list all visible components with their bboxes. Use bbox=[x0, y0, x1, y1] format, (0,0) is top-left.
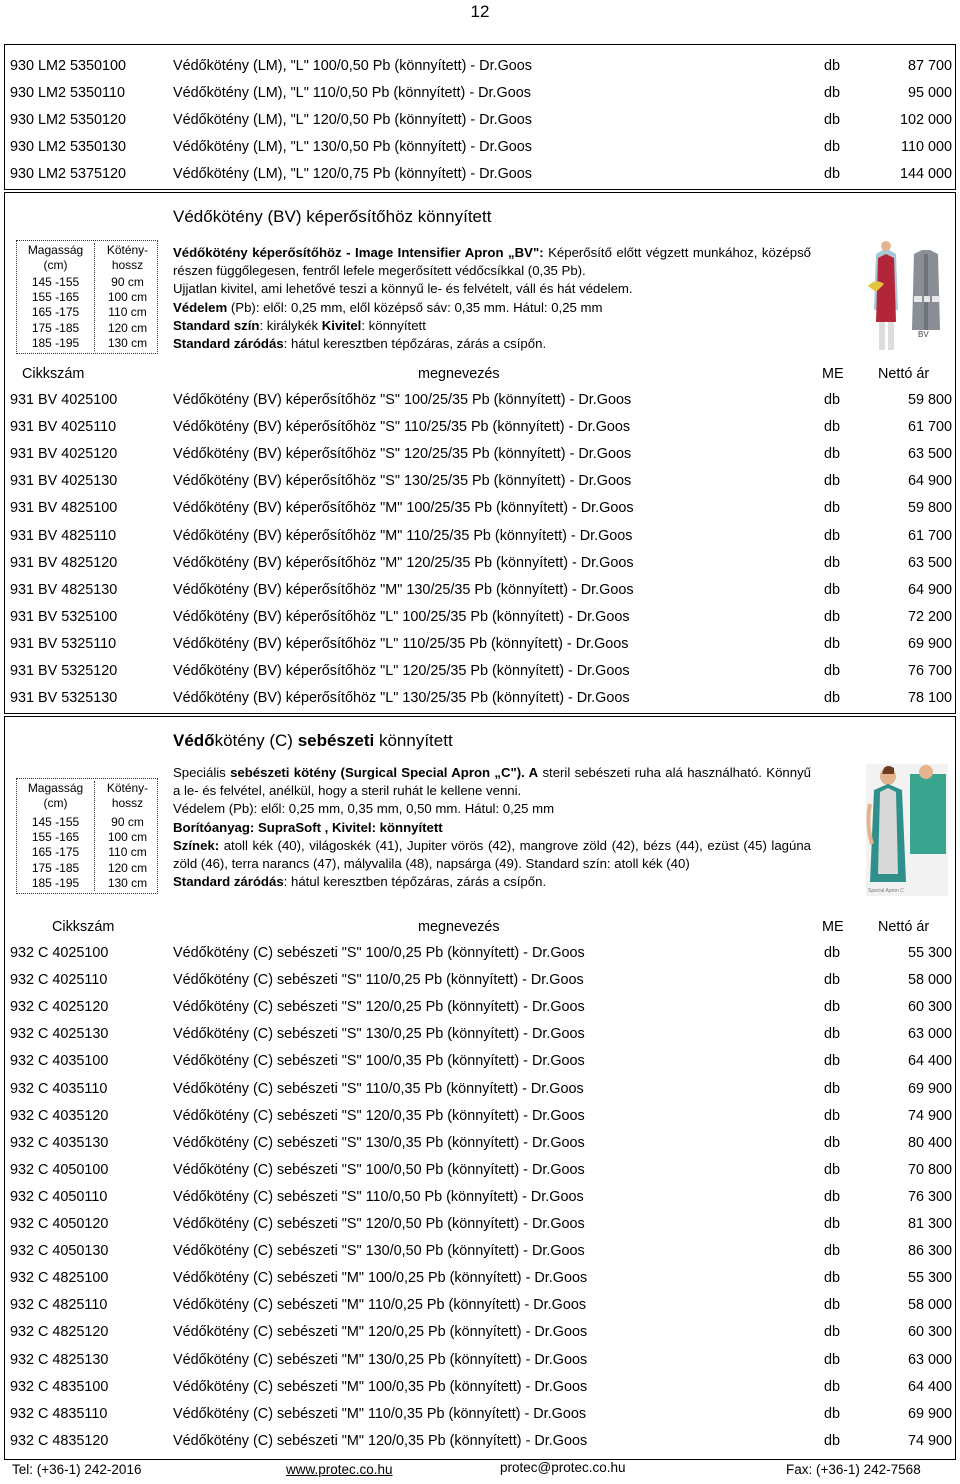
product-name: Védőkötény (C) sebészeti "S" 120/0,50 Pb (könnyített) - Dr.Goos bbox=[173, 1216, 585, 1232]
product-price: 55 300 bbox=[907, 1270, 952, 1287]
product-unit: db bbox=[824, 1378, 841, 1395]
c-size-length: 90 cm bbox=[111, 815, 144, 829]
product-name: Védőkötény (BV) képerősítőhöz "L" 130/25/35 Pb (könnyített) - Dr.Goos bbox=[173, 690, 630, 707]
product-code: 932 C 4025130 bbox=[10, 1026, 109, 1043]
product-price: 64 900 bbox=[907, 581, 952, 598]
product-code: 932 C 4035130 bbox=[10, 1134, 109, 1151]
product-code: 931 BV 4825130 bbox=[10, 581, 118, 598]
bv-desc-line-4: Standard szín: királykék Kivitel: könnyített bbox=[173, 317, 426, 333]
product-name: Védőkötény (C) sebészeti "S" 110/0,35 Pb (könnyített) - Dr.Goos bbox=[173, 1080, 584, 1097]
product-price: 64 400 bbox=[907, 1378, 952, 1395]
product-code: 931 BV 5325100 bbox=[10, 608, 118, 625]
product-code: 931 BV 4825110 bbox=[10, 527, 117, 544]
bv-section-title: Védőkötény (BV) képerősítőhöz könnyített bbox=[173, 207, 492, 226]
product-name: Védőkötény (LM), "L" 120/0,50 Pb (könnyített) - Dr.Goos bbox=[173, 112, 532, 128]
product-price: 69 900 bbox=[907, 1405, 952, 1422]
c-size-length: 100 cm bbox=[107, 830, 148, 845]
product-code: 932 C 4050100 bbox=[10, 1161, 109, 1178]
bv-size-height: 175 -185 bbox=[31, 320, 80, 335]
table-row bbox=[0, 1130, 960, 1157]
product-price: 95 000 bbox=[907, 85, 952, 101]
c-header-me: ME bbox=[822, 919, 844, 935]
product-name: Védőkötény (BV) képerősítőhöz "S" 120/25/35 Pb (könnyített) - Dr.Goos bbox=[173, 446, 632, 463]
product-price: 63 000 bbox=[907, 1026, 952, 1043]
product-price: 72 200 bbox=[907, 608, 952, 625]
product-code: 930 LM2 5375120 bbox=[10, 166, 127, 182]
product-code: 931 BV 4025130 bbox=[10, 473, 118, 490]
table-row bbox=[0, 387, 960, 414]
product-name: Védőkötény (LM), "L" 110/0,50 Pb (könnyített) - Dr.Goos bbox=[173, 85, 531, 101]
table-row bbox=[0, 1292, 960, 1319]
product-code: 932 C 4825120 bbox=[10, 1324, 109, 1341]
product-unit: db bbox=[824, 1134, 841, 1151]
product-name: Védőkötény (C) sebészeti "S" 130/0,50 Pb (könnyített) - Dr.Goos bbox=[173, 1243, 585, 1260]
bv-apron-photo bbox=[866, 240, 948, 358]
page-number: 12 bbox=[470, 2, 490, 21]
product-name: Védőkötény (C) sebészeti "S" 110/0,25 Pb (könnyített) - Dr.Goos bbox=[173, 972, 584, 989]
bv-header-price: Nettó ár bbox=[878, 366, 930, 382]
product-unit: db bbox=[824, 85, 841, 101]
c-size-height: 145 -155 bbox=[31, 815, 80, 829]
product-code: 931 BV 5325120 bbox=[10, 663, 118, 679]
product-unit: db bbox=[824, 635, 841, 652]
footer-fax: Fax: (+36-1) 242-7568 bbox=[786, 1462, 921, 1477]
table-row bbox=[0, 1157, 960, 1184]
bv-header-me: ME bbox=[822, 366, 844, 382]
product-price: 81 300 bbox=[907, 1216, 952, 1232]
bv-description bbox=[173, 244, 811, 353]
product-unit: db bbox=[824, 1270, 841, 1287]
table-row bbox=[0, 161, 960, 188]
product-price: 63 500 bbox=[907, 554, 952, 571]
c-size-height: 175 -185 bbox=[31, 860, 80, 875]
product-code: 932 C 4050120 bbox=[10, 1216, 109, 1232]
product-unit: db bbox=[824, 999, 841, 1016]
product-unit: db bbox=[824, 1216, 841, 1232]
bv-size-length: 90 cm bbox=[111, 275, 144, 289]
c-size-length: 120 cm bbox=[107, 860, 148, 875]
product-name: Védőkötény (C) sebészeti "M" 110/0,35 Pb (könnyített) - Dr.Goos bbox=[173, 1405, 587, 1422]
product-name: Védőkötény (BV) képerősítőhöz "S" 130/25/35 Pb (könnyített) - Dr.Goos bbox=[173, 473, 632, 490]
product-unit: db bbox=[824, 663, 841, 679]
product-unit: db bbox=[824, 1107, 841, 1124]
table-row bbox=[0, 107, 960, 134]
product-unit: db bbox=[824, 392, 841, 408]
bv-desc-line-1: Védőkötény képerősítőhöz - Image Intensifier Apron „BV": Képerősítő előtt végzett munkához, középső részen függőlegesen, fentről lefele megerősített védőcsíkkal (0,35 Pb). bbox=[173, 245, 811, 279]
table-row bbox=[0, 1211, 960, 1238]
product-price: 87 700 bbox=[907, 58, 952, 74]
bv-size-heights bbox=[17, 243, 94, 351]
product-code: 932 C 4825110 bbox=[10, 1297, 108, 1314]
table-row bbox=[0, 1076, 960, 1103]
bv-size-height: 165 -175 bbox=[31, 305, 80, 320]
product-price: 80 400 bbox=[907, 1134, 952, 1151]
product-name: Védőkötény (BV) képerősítőhöz "M" 100/25/35 Pb (könnyített) - Dr.Goos bbox=[173, 500, 634, 517]
c-description bbox=[173, 764, 811, 891]
product-code: 932 C 4035120 bbox=[10, 1107, 109, 1124]
bv-size-height: 155 -165 bbox=[31, 290, 80, 305]
product-price: 86 300 bbox=[907, 1243, 952, 1260]
table-row bbox=[0, 994, 960, 1021]
c-size-height-header: Magasság (cm) bbox=[27, 781, 84, 811]
product-price: 64 900 bbox=[907, 473, 952, 490]
product-name: Védőkötény (C) sebészeti "M" 110/0,25 Pb (könnyített) - Dr.Goos bbox=[173, 1297, 587, 1314]
product-name: Védőkötény (BV) képerősítőhöz "S" 110/25/35 Pb (könnyített) - Dr.Goos bbox=[173, 419, 631, 436]
product-price: 58 000 bbox=[907, 1297, 952, 1314]
product-code: 931 BV 5325130 bbox=[10, 690, 118, 707]
c-size-length: 130 cm bbox=[107, 875, 148, 890]
c-apron-photo bbox=[866, 764, 948, 896]
footer-tel: Tel: (+36-1) 242-2016 bbox=[12, 1462, 142, 1477]
product-unit: db bbox=[824, 1053, 841, 1070]
bv-size-length: 110 cm bbox=[108, 305, 147, 320]
c-section-title: Védőkötény (C) sebészeti könnyített bbox=[173, 731, 453, 750]
product-unit: db bbox=[824, 1161, 841, 1178]
product-name: Védőkötény (BV) képerősítőhöz "L" 100/25/35 Pb (könnyített) - Dr.Goos bbox=[173, 608, 630, 625]
product-unit: db bbox=[824, 500, 841, 517]
product-code: 932 C 4835110 bbox=[10, 1405, 108, 1422]
product-price: 70 800 bbox=[907, 1161, 952, 1178]
product-price: 60 300 bbox=[907, 999, 952, 1016]
product-name: Védőkötény (C) sebészeti "S" 100/0,25 Pb (könnyített) - Dr.Goos bbox=[173, 945, 585, 961]
footer-email-link[interactable]: protec@protec.co.hu bbox=[500, 1460, 626, 1475]
product-name: Védőkötény (BV) képerősítőhöz "S" 100/25/35 Pb (könnyített) - Dr.Goos bbox=[173, 392, 632, 408]
product-unit: db bbox=[824, 1432, 841, 1449]
product-unit: db bbox=[824, 1405, 841, 1422]
product-code: 931 BV 5325110 bbox=[10, 635, 117, 652]
product-price: 59 800 bbox=[907, 500, 952, 517]
product-price: 64 400 bbox=[907, 1053, 952, 1070]
product-unit: db bbox=[824, 972, 841, 989]
c-header-name: megnevezés bbox=[418, 919, 500, 935]
product-name: Védőkötény (C) sebészeti "M" 120/0,25 Pb (könnyített) - Dr.Goos bbox=[173, 1324, 588, 1341]
product-price: 63 000 bbox=[907, 1351, 952, 1368]
bv-header-name: megnevezés bbox=[418, 366, 500, 382]
product-unit: db bbox=[824, 1297, 841, 1314]
c-size-heights bbox=[17, 781, 94, 891]
product-unit: db bbox=[824, 139, 841, 155]
table-row bbox=[0, 550, 960, 577]
product-code: 931 BV 4825100 bbox=[10, 500, 118, 517]
table-row bbox=[0, 134, 960, 161]
bv-header-code: Cikkszám bbox=[22, 366, 85, 382]
table-row bbox=[0, 1319, 960, 1346]
product-price: 61 700 bbox=[907, 527, 952, 544]
c-size-height: 165 -175 bbox=[31, 845, 80, 860]
product-unit: db bbox=[824, 1188, 841, 1205]
product-name: Védőkötény (C) sebészeti "S" 130/0,25 Pb (könnyített) - Dr.Goos bbox=[173, 1026, 585, 1043]
product-name: Védőkötény (BV) képerősítőhöz "M" 130/25/35 Pb (könnyített) - Dr.Goos bbox=[173, 581, 634, 598]
product-price: 61 700 bbox=[907, 419, 952, 436]
bv-size-height-header: Magasság (cm) bbox=[27, 243, 84, 273]
product-price: 76 700 bbox=[907, 663, 952, 679]
product-name: Védőkötény (LM), "L" 130/0,50 Pb (könnyített) - Dr.Goos bbox=[173, 139, 532, 155]
product-unit: db bbox=[824, 527, 841, 544]
bv-desc-line-2: Ujjatlan kivitel, ami lehetővé teszi a könnyű le- és felvételt, váll és hát védelem. bbox=[173, 281, 633, 297]
c-size-height: 185 -195 bbox=[31, 875, 80, 890]
product-unit: db bbox=[824, 1351, 841, 1368]
product-name: Védőkötény (C) sebészeti "S" 120/0,25 Pb (könnyített) - Dr.Goos bbox=[173, 999, 585, 1016]
table-row bbox=[0, 1374, 960, 1401]
product-code: 932 C 4835120 bbox=[10, 1432, 109, 1449]
product-price: 74 900 bbox=[907, 1107, 952, 1124]
c-size-length: 110 cm bbox=[108, 845, 147, 860]
table-row bbox=[0, 80, 960, 107]
product-name: Védőkötény (BV) képerősítőhöz "L" 120/25/35 Pb (könnyített) - Dr.Goos bbox=[173, 663, 630, 679]
product-name: Védőkötény (C) sebészeti "M" 130/0,25 Pb (könnyített) - Dr.Goos bbox=[173, 1351, 588, 1368]
svg-text:Special Apron C: Special Apron C bbox=[868, 888, 904, 894]
bv-size-length: 100 cm bbox=[107, 290, 148, 305]
c-desc-line-3: Borítóanyag: SupraSoft , Kivitel: könnyített bbox=[173, 819, 443, 835]
table-row bbox=[0, 1021, 960, 1048]
table-row bbox=[0, 1347, 960, 1374]
bv-size-height: 185 -195 bbox=[31, 335, 80, 350]
product-code: 931 BV 4025120 bbox=[10, 446, 118, 463]
product-price: 69 900 bbox=[907, 635, 952, 652]
c-size-length-header: Kötény-hossz bbox=[106, 781, 149, 811]
product-code: 930 LM2 5350120 bbox=[10, 112, 127, 128]
product-unit: db bbox=[824, 419, 841, 436]
product-price: 102 000 bbox=[899, 112, 952, 128]
c-header-price: Nettó ár bbox=[878, 919, 930, 935]
bv-size-lengths bbox=[94, 243, 160, 351]
product-unit: db bbox=[824, 608, 841, 625]
table-row bbox=[0, 414, 960, 441]
product-code: 930 LM2 5350100 bbox=[10, 58, 127, 74]
product-name: Védőkötény (BV) képerősítőhöz "M" 110/25/35 Pb (könnyített) - Dr.Goos bbox=[173, 527, 633, 544]
product-price: 144 000 bbox=[899, 166, 952, 182]
c-desc-line-4: Színek: atoll kék (40), világoskék (41), Jupiter vörös (42), mangrove zöld (42), bézs (44), ezüst (45) lagúna zöld (46), terra narancs (47), mályvalila (48), napsárga (49). Standard szín: atoll kék (40) bbox=[173, 837, 811, 872]
product-code: 932 C 4835100 bbox=[10, 1378, 109, 1395]
table-row bbox=[0, 685, 960, 712]
product-name: Védőkötény (LM), "L" 120/0,75 Pb (könnyített) - Dr.Goos bbox=[173, 166, 532, 182]
product-price: 69 900 bbox=[907, 1080, 952, 1097]
bv-photo-label: BV bbox=[918, 330, 929, 339]
c-size-lengths bbox=[94, 781, 160, 891]
product-code: 932 C 4050130 bbox=[10, 1243, 109, 1260]
bv-size-height: 145 -155 bbox=[31, 275, 80, 289]
product-code: 932 C 4025100 bbox=[10, 945, 109, 961]
product-name: Védőkötény (C) sebészeti "S" 100/0,35 Pb (könnyített) - Dr.Goos bbox=[173, 1053, 585, 1070]
c-desc-line-5: Standard záródás: hátul keresztben tépőzáras, zárás a csípőn. bbox=[173, 874, 547, 890]
product-price: 78 100 bbox=[907, 690, 952, 707]
product-price: 58 000 bbox=[907, 972, 952, 989]
table-row bbox=[0, 441, 960, 468]
product-unit: db bbox=[824, 446, 841, 463]
product-price: 60 300 bbox=[907, 1324, 952, 1341]
product-unit: db bbox=[824, 112, 841, 128]
table-row bbox=[0, 1265, 960, 1292]
product-unit: db bbox=[824, 690, 841, 707]
table-row bbox=[0, 940, 960, 967]
c-desc-line-2: Védelem (Pb): elől: 0,25 mm, 0,35 mm, 0,50 mm. Hátul: 0,25 mm bbox=[173, 801, 555, 817]
product-unit: db bbox=[824, 945, 841, 961]
product-code: 932 C 4825100 bbox=[10, 1270, 109, 1287]
product-name: Védőkötény (C) sebészeti "S" 120/0,35 Pb (könnyített) - Dr.Goos bbox=[173, 1107, 585, 1124]
table-row bbox=[0, 1401, 960, 1428]
product-price: 59 800 bbox=[907, 392, 952, 408]
bv-desc-line-5: Standard záródás: hátul keresztben tépőzáras, zárás a csípőn. bbox=[173, 336, 547, 352]
product-price: 55 300 bbox=[907, 945, 952, 961]
product-code: 932 C 4050110 bbox=[10, 1188, 108, 1205]
product-name: Védőkötény (C) sebészeti "S" 130/0,35 Pb (könnyített) - Dr.Goos bbox=[173, 1134, 585, 1151]
table-row bbox=[0, 1048, 960, 1075]
c-figure-back-shirt bbox=[910, 774, 946, 854]
product-price: 63 500 bbox=[907, 446, 952, 463]
product-name: Védőkötény (LM), "L" 100/0,50 Pb (könnyített) - Dr.Goos bbox=[173, 58, 532, 74]
product-unit: db bbox=[824, 473, 841, 490]
c-header-code: Cikkszám bbox=[52, 919, 115, 935]
footer-website-link[interactable]: www.protec.co.hu bbox=[286, 1462, 393, 1477]
product-code: 930 LM2 5350130 bbox=[10, 139, 127, 155]
product-price: 74 900 bbox=[907, 1432, 952, 1449]
c-desc-line-1: Speciális sebészeti kötény (Surgical Special Apron „C"). A steril sebészeti ruha alá használható. Könnyű a le- és felvétel, anélkül, hogy a steril ruhát le kellene venni. bbox=[173, 765, 811, 799]
c-size-height: 155 -165 bbox=[31, 830, 80, 845]
bv-desc-line-3: Védelem (Pb): elől: 0,25 mm, elől középső sáv: 0,35 mm. Hátul: 0,25 mm bbox=[173, 299, 603, 315]
bv-size-length: 120 cm bbox=[107, 320, 148, 335]
product-code: 932 C 4035110 bbox=[10, 1080, 108, 1097]
table-row bbox=[0, 468, 960, 495]
product-unit: db bbox=[824, 1026, 841, 1043]
product-code: 931 BV 4825120 bbox=[10, 554, 118, 571]
product-name: Védőkötény (C) sebészeti "M" 120/0,35 Pb (könnyített) - Dr.Goos bbox=[173, 1432, 588, 1449]
product-code: 932 C 4025120 bbox=[10, 999, 109, 1016]
table-row bbox=[0, 53, 960, 80]
table-row bbox=[0, 577, 960, 604]
bv-size-table bbox=[16, 240, 158, 354]
product-unit: db bbox=[824, 1080, 841, 1097]
product-code: 930 LM2 5350110 bbox=[10, 85, 125, 101]
product-name: Védőkötény (C) sebészeti "M" 100/0,25 Pb (könnyített) - Dr.Goos bbox=[173, 1270, 588, 1287]
c-size-table bbox=[16, 778, 158, 894]
product-price: 76 300 bbox=[907, 1188, 952, 1205]
table-row bbox=[0, 631, 960, 658]
product-name: Védőkötény (BV) képerősítőhöz "M" 120/25/35 Pb (könnyített) - Dr.Goos bbox=[173, 554, 634, 571]
product-unit: db bbox=[824, 166, 841, 182]
table-row bbox=[0, 967, 960, 994]
product-code: 931 BV 4025100 bbox=[10, 392, 118, 408]
table-row bbox=[0, 1103, 960, 1130]
product-unit: db bbox=[824, 581, 841, 598]
product-code: 932 C 4035100 bbox=[10, 1053, 109, 1070]
table-row bbox=[0, 1428, 960, 1455]
product-unit: db bbox=[824, 1243, 841, 1260]
product-code: 931 BV 4025110 bbox=[10, 419, 117, 436]
table-row bbox=[0, 658, 960, 685]
bv-size-length-header: Kötény-hossz bbox=[106, 243, 149, 273]
product-code: 932 C 4825130 bbox=[10, 1351, 109, 1368]
table-row bbox=[0, 1238, 960, 1265]
product-price: 110 000 bbox=[901, 139, 952, 155]
product-name: Védőkötény (C) sebészeti "M" 100/0,35 Pb (könnyített) - Dr.Goos bbox=[173, 1378, 588, 1395]
bv-size-length: 130 cm bbox=[107, 335, 148, 350]
product-unit: db bbox=[824, 58, 841, 74]
table-row bbox=[0, 495, 960, 522]
product-unit: db bbox=[824, 1324, 841, 1341]
table-row bbox=[0, 604, 960, 631]
product-name: Védőkötény (C) sebészeti "S" 110/0,50 Pb (könnyített) - Dr.Goos bbox=[173, 1188, 584, 1205]
table-row bbox=[0, 523, 960, 550]
table-row bbox=[0, 1184, 960, 1211]
product-code: 932 C 4025110 bbox=[10, 972, 108, 989]
product-name: Védőkötény (BV) képerősítőhöz "L" 110/25/35 Pb (könnyített) - Dr.Goos bbox=[173, 635, 629, 652]
c-table-header bbox=[0, 915, 960, 939]
product-name: Védőkötény (C) sebészeti "S" 100/0,50 Pb (könnyített) - Dr.Goos bbox=[173, 1161, 585, 1178]
bv-table-header bbox=[0, 362, 960, 386]
product-unit: db bbox=[824, 554, 841, 571]
